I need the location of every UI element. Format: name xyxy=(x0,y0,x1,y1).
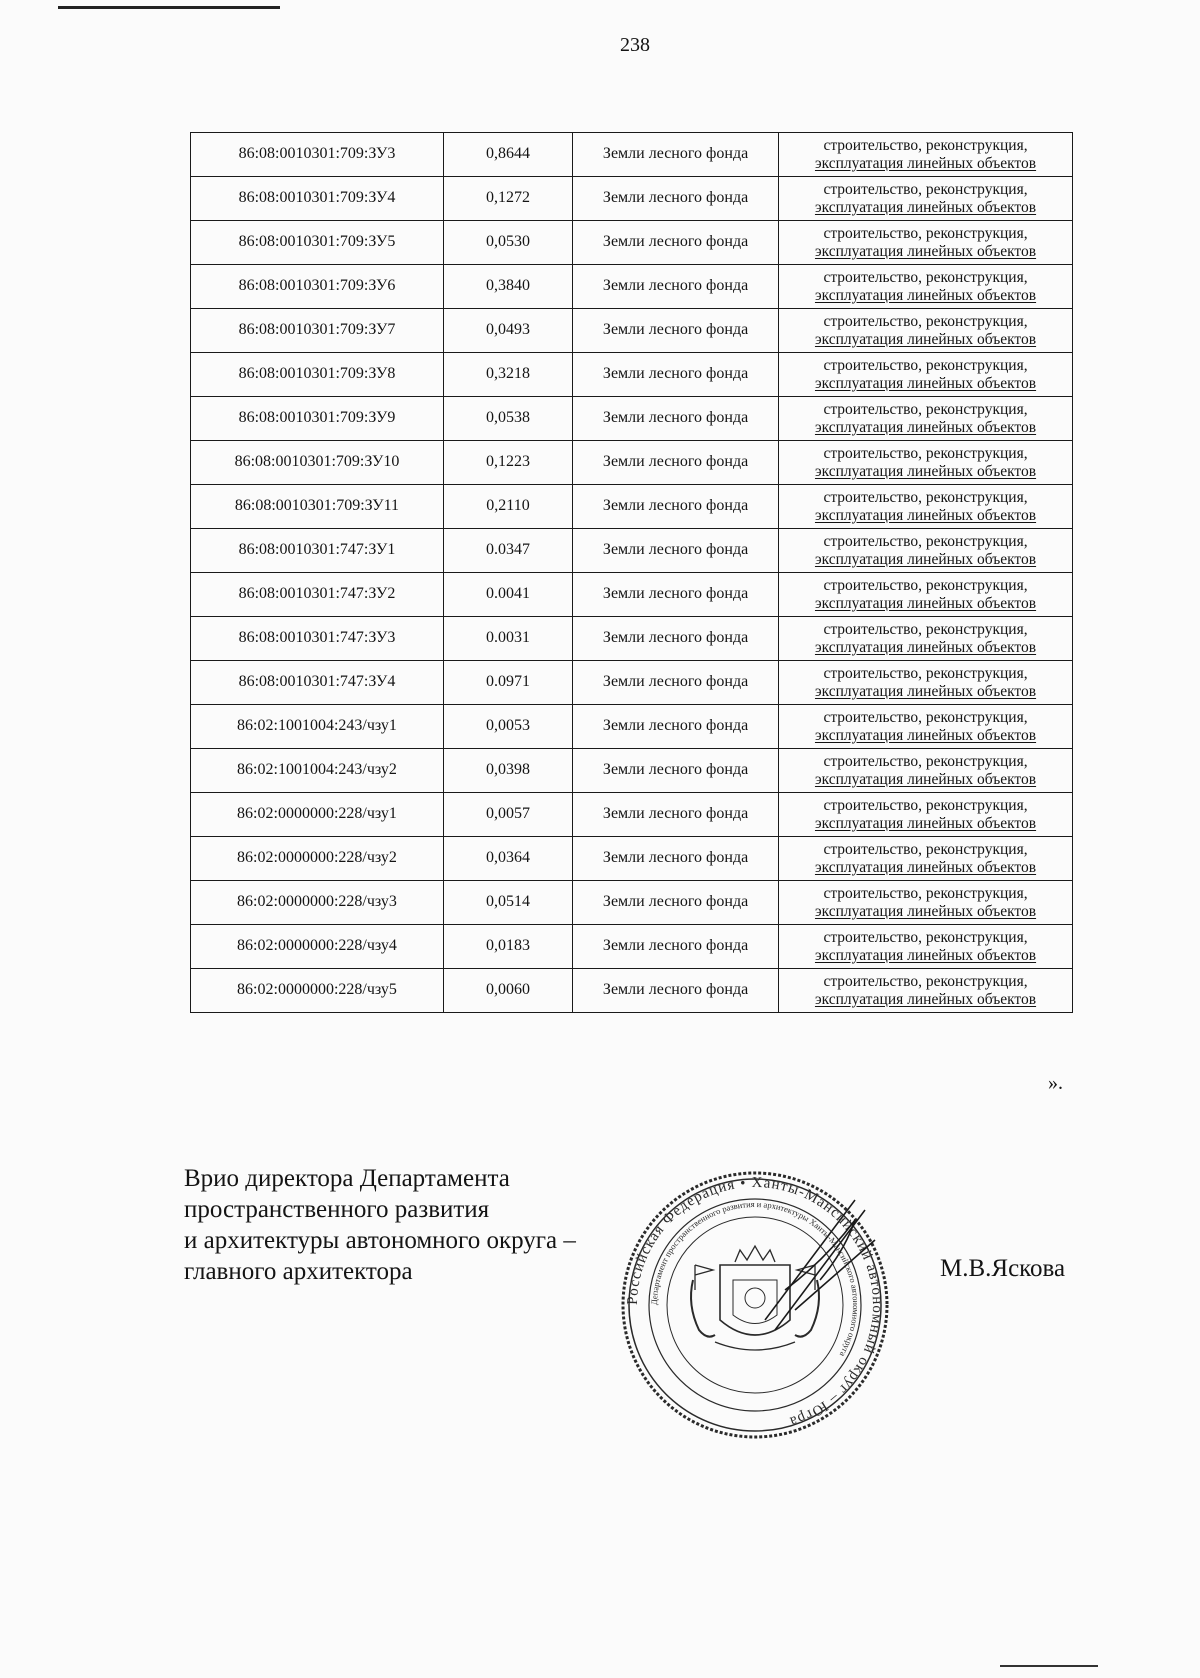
cadastral-number-cell: 86:08:0010301:709:ЗУ11 xyxy=(191,485,444,529)
land-category-cell: Земли лесного фонда xyxy=(573,925,779,969)
permitted-use-line: эксплуатация линейных объектов xyxy=(814,154,1037,172)
permitted-use-cell xyxy=(779,133,1073,177)
permitted-use-line: строительство, реконструкция, xyxy=(823,620,1028,638)
permitted-use-cell xyxy=(779,705,1073,749)
area-cell: 0.0031 xyxy=(443,617,572,661)
signatory-title-line: Врио директора Департамента xyxy=(184,1165,510,1192)
land-category-cell: Земли лесного фонда xyxy=(573,661,779,705)
land-category-cell: Земли лесного фонда xyxy=(573,837,779,881)
cadastral-number-cell: 86:08:0010301:709:ЗУ10 xyxy=(191,441,444,485)
permitted-use-line: строительство, реконструкция, xyxy=(823,576,1028,594)
permitted-use-cell xyxy=(779,485,1073,529)
area-cell: 0,0364 xyxy=(443,837,572,881)
permitted-use-line: строительство, реконструкция, xyxy=(823,532,1028,550)
table-row xyxy=(191,969,1073,1013)
table-row xyxy=(191,705,1073,749)
area-cell: 0,0183 xyxy=(443,925,572,969)
permitted-use-line: эксплуатация линейных объектов xyxy=(814,462,1037,480)
cadastral-number-cell: 86:08:0010301:709:ЗУ3 xyxy=(191,133,444,177)
area-cell: 0.0347 xyxy=(443,529,572,573)
permitted-use-line: эксплуатация линейных объектов xyxy=(814,946,1037,964)
land-category-cell: Земли лесного фонда xyxy=(573,529,779,573)
table-row xyxy=(191,485,1073,529)
page-number: 238 xyxy=(620,34,650,56)
cadastral-number-cell: 86:02:0000000:228/чзу5 xyxy=(191,969,444,1013)
permitted-use-line: строительство, реконструкция, xyxy=(823,268,1028,286)
area-cell: 0,0057 xyxy=(443,793,572,837)
permitted-use-line: эксплуатация линейных объектов xyxy=(814,594,1037,612)
area-cell: 0,3840 xyxy=(443,265,572,309)
cadastral-number-cell: 86:08:0010301:709:ЗУ9 xyxy=(191,397,444,441)
cadastral-number-cell: 86:08:0010301:747:ЗУ2 xyxy=(191,573,444,617)
table-row xyxy=(191,441,1073,485)
signatory-title-line: и архитектуры автономного округа – xyxy=(184,1227,576,1254)
land-category-cell: Земли лесного фонда xyxy=(573,969,779,1013)
permitted-use-cell xyxy=(779,397,1073,441)
permitted-use-line: строительство, реконструкция, xyxy=(823,796,1028,814)
land-category-cell: Земли лесного фонда xyxy=(573,265,779,309)
table-body xyxy=(191,133,1073,1013)
permitted-use-line: эксплуатация линейных объектов xyxy=(814,286,1037,304)
permitted-use-line: эксплуатация линейных объектов xyxy=(814,726,1037,744)
cadastral-number-cell: 86:08:0010301:709:ЗУ6 xyxy=(191,265,444,309)
area-cell: 0,8644 xyxy=(443,133,572,177)
permitted-use-line: эксплуатация линейных объектов xyxy=(814,814,1037,832)
permitted-use-line: строительство, реконструкция, xyxy=(823,356,1028,374)
permitted-use-cell xyxy=(779,661,1073,705)
permitted-use-line: строительство, реконструкция, xyxy=(823,400,1028,418)
area-cell: 0,0398 xyxy=(443,749,572,793)
signatory-title-line: главного архитектора xyxy=(184,1258,413,1285)
cadastral-number-cell: 86:08:0010301:709:ЗУ5 xyxy=(191,221,444,265)
land-category-cell: Земли лесного фонда xyxy=(573,485,779,529)
permitted-use-line: строительство, реконструкция, xyxy=(823,884,1028,902)
cadastral-number-cell: 86:02:0000000:228/чзу1 xyxy=(191,793,444,837)
table-row xyxy=(191,617,1073,661)
area-cell: 0,2110 xyxy=(443,485,572,529)
permitted-use-line: строительство, реконструкция, xyxy=(823,224,1028,242)
area-cell: 0,3218 xyxy=(443,353,572,397)
permitted-use-line: эксплуатация линейных объектов xyxy=(814,858,1037,876)
land-category-cell: Земли лесного фонда xyxy=(573,793,779,837)
permitted-use-line: строительство, реконструкция, xyxy=(823,708,1028,726)
cadastral-number-cell: 86:02:1001004:243/чзу1 xyxy=(191,705,444,749)
seal-outer-text: Российская Федерация • Ханты-Мансийский автономный округ – Югра xyxy=(624,1174,886,1430)
permitted-use-cell xyxy=(779,881,1073,925)
land-category-cell: Земли лесного фонда xyxy=(573,441,779,485)
table-row xyxy=(191,309,1073,353)
table-row xyxy=(191,265,1073,309)
permitted-use-line: эксплуатация линейных объектов xyxy=(814,990,1037,1008)
permitted-use-line: эксплуатация линейных объектов xyxy=(814,506,1037,524)
cadastral-number-cell: 86:08:0010301:747:ЗУ1 xyxy=(191,529,444,573)
permitted-use-line: строительство, реконструкция, xyxy=(823,488,1028,506)
land-category-cell: Земли лесного фонда xyxy=(573,881,779,925)
permitted-use-line: строительство, реконструкция, xyxy=(823,972,1028,990)
signatory-name: М.В.Яскова xyxy=(940,1255,1066,1282)
table-row xyxy=(191,793,1073,837)
closing-quote: ». xyxy=(1048,1072,1063,1094)
cadastral-number-cell: 86:08:0010301:709:ЗУ8 xyxy=(191,353,444,397)
land-category-cell: Земли лесного фонда xyxy=(573,177,779,221)
official-seal-icon xyxy=(615,1170,895,1440)
permitted-use-cell xyxy=(779,221,1073,265)
cadastral-number-cell: 86:08:0010301:747:ЗУ3 xyxy=(191,617,444,661)
permitted-use-cell xyxy=(779,265,1073,309)
footer-rule xyxy=(1000,1665,1098,1667)
permitted-use-line: эксплуатация линейных объектов xyxy=(814,242,1037,260)
table-row xyxy=(191,529,1073,573)
area-cell: 0,0514 xyxy=(443,881,572,925)
land-category-cell: Земли лесного фонда xyxy=(573,617,779,661)
permitted-use-cell xyxy=(779,749,1073,793)
permitted-use-line: строительство, реконструкция, xyxy=(823,664,1028,682)
permitted-use-line: эксплуатация линейных объектов xyxy=(814,902,1037,920)
permitted-use-cell xyxy=(779,529,1073,573)
permitted-use-cell xyxy=(779,309,1073,353)
land-category-cell: Земли лесного фонда xyxy=(573,353,779,397)
area-cell: 0,0053 xyxy=(443,705,572,749)
permitted-use-line: эксплуатация линейных объектов xyxy=(814,682,1037,700)
land-category-cell: Земли лесного фонда xyxy=(573,221,779,265)
permitted-use-line: эксплуатация линейных объектов xyxy=(814,374,1037,392)
permitted-use-line: строительство, реконструкция, xyxy=(823,312,1028,330)
cadastral-number-cell: 86:08:0010301:747:ЗУ4 xyxy=(191,661,444,705)
table-row xyxy=(191,353,1073,397)
permitted-use-cell xyxy=(779,925,1073,969)
permitted-use-line: строительство, реконструкция, xyxy=(823,444,1028,462)
permitted-use-line: строительство, реконструкция, xyxy=(823,840,1028,858)
permitted-use-line: эксплуатация линейных объектов xyxy=(814,638,1037,656)
area-cell: 0,0060 xyxy=(443,969,572,1013)
permitted-use-line: эксплуатация линейных объектов xyxy=(814,198,1037,216)
table-row xyxy=(191,177,1073,221)
scan-artifact-line xyxy=(58,6,280,9)
area-cell: 0,0538 xyxy=(443,397,572,441)
area-cell: 0,0530 xyxy=(443,221,572,265)
land-category-cell: Земли лесного фонда xyxy=(573,573,779,617)
land-category-cell: Земли лесного фонда xyxy=(573,309,779,353)
permitted-use-line: строительство, реконструкция, xyxy=(823,752,1028,770)
area-cell: 0,1272 xyxy=(443,177,572,221)
area-cell: 0.0041 xyxy=(443,573,572,617)
cadastral-number-cell: 86:02:0000000:228/чзу4 xyxy=(191,925,444,969)
permitted-use-line: эксплуатация линейных объектов xyxy=(814,550,1037,568)
table-row xyxy=(191,221,1073,265)
permitted-use-cell xyxy=(779,177,1073,221)
cadastral-number-cell: 86:08:0010301:709:ЗУ7 xyxy=(191,309,444,353)
cadastral-number-cell: 86:02:0000000:228/чзу2 xyxy=(191,837,444,881)
table-row xyxy=(191,397,1073,441)
seal-inner-text: Департамент пространственного развития и архитектуры Ханты-Мансийского автономного округа xyxy=(648,1198,862,1359)
table-row xyxy=(191,661,1073,705)
signatory-title-line: пространственного развития xyxy=(184,1196,490,1223)
permitted-use-line: эксплуатация линейных объектов xyxy=(814,418,1037,436)
permitted-use-cell xyxy=(779,353,1073,397)
table-row xyxy=(191,573,1073,617)
land-category-cell: Земли лесного фонда xyxy=(573,705,779,749)
area-cell: 0,1223 xyxy=(443,441,572,485)
land-category-cell: Земли лесного фонда xyxy=(573,749,779,793)
land-parcels-table xyxy=(190,132,1073,1013)
area-cell: 0.0971 xyxy=(443,661,572,705)
permitted-use-line: эксплуатация линейных объектов xyxy=(814,330,1037,348)
permitted-use-cell xyxy=(779,441,1073,485)
area-cell: 0,0493 xyxy=(443,309,572,353)
permitted-use-cell xyxy=(779,617,1073,661)
land-category-cell: Земли лесного фонда xyxy=(573,397,779,441)
permitted-use-cell xyxy=(779,793,1073,837)
table-row xyxy=(191,837,1073,881)
land-category-cell: Земли лесного фонда xyxy=(573,133,779,177)
permitted-use-cell xyxy=(779,969,1073,1013)
permitted-use-line: строительство, реконструкция, xyxy=(823,928,1028,946)
table-row xyxy=(191,133,1073,177)
permitted-use-line: строительство, реконструкция, xyxy=(823,136,1028,154)
permitted-use-cell xyxy=(779,837,1073,881)
cadastral-number-cell: 86:02:0000000:228/чзу3 xyxy=(191,881,444,925)
cadastral-number-cell: 86:08:0010301:709:ЗУ4 xyxy=(191,177,444,221)
cadastral-number-cell: 86:02:1001004:243/чзу2 xyxy=(191,749,444,793)
permitted-use-line: эксплуатация линейных объектов xyxy=(814,770,1037,788)
permitted-use-line: строительство, реконструкция, xyxy=(823,180,1028,198)
table-row xyxy=(191,749,1073,793)
table-row xyxy=(191,881,1073,925)
permitted-use-cell xyxy=(779,573,1073,617)
table-row xyxy=(191,925,1073,969)
signatory-title xyxy=(184,1163,576,1287)
